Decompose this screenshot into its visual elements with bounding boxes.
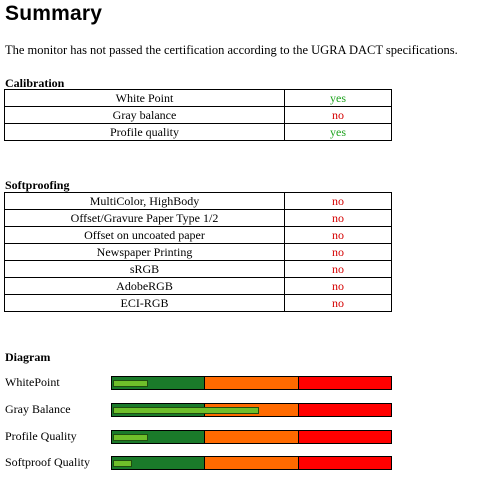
calibration-table [4, 89, 392, 141]
criterion-label: Offset/Gravure Paper Type 1/2 [5, 210, 285, 227]
diagram-row-label: Gray Balance [5, 402, 71, 416]
criterion-label: Offset on uncoated paper [5, 227, 285, 244]
criterion-result: no [285, 107, 392, 124]
criterion-result: no [285, 261, 392, 278]
table-row [5, 244, 392, 261]
quality-indicator [113, 380, 148, 387]
criterion-result: no [285, 278, 392, 295]
medium-zone [205, 457, 299, 469]
criterion-label: Profile quality [5, 124, 285, 141]
criterion-label: MultiColor, HighBody [5, 193, 285, 210]
quality-bar [111, 430, 392, 444]
softproofing-heading: Softproofing [5, 178, 70, 192]
quality-indicator [113, 434, 148, 441]
bad-zone [299, 404, 391, 416]
criterion-result: no [285, 193, 392, 210]
table-row [5, 90, 392, 107]
bad-zone [299, 431, 391, 443]
criterion-result: no [285, 295, 392, 312]
table-row [5, 261, 392, 278]
criterion-label: Newspaper Printing [5, 244, 285, 261]
criterion-label: AdobeRGB [5, 278, 285, 295]
quality-indicator [113, 460, 132, 467]
bad-zone [299, 457, 391, 469]
criterion-label: sRGB [5, 261, 285, 278]
quality-indicator [113, 407, 259, 414]
calibration-heading: Calibration [5, 76, 65, 90]
table-row [5, 107, 392, 124]
criterion-label: ECI-RGB [5, 295, 285, 312]
criterion-result: yes [285, 124, 392, 141]
diagram-row-label: WhitePoint [5, 375, 60, 389]
table-row [5, 278, 392, 295]
criterion-label: White Point [5, 90, 285, 107]
diagram-row-label: Softproof Quality [5, 455, 90, 469]
table-row [5, 193, 392, 210]
criterion-label: Gray balance [5, 107, 285, 124]
criterion-result: yes [285, 90, 392, 107]
table-row [5, 295, 392, 312]
quality-bar [111, 376, 392, 390]
criterion-result: no [285, 227, 392, 244]
bad-zone [299, 377, 391, 389]
criterion-result: no [285, 210, 392, 227]
criterion-result: no [285, 244, 392, 261]
quality-bar [111, 403, 392, 417]
table-row [5, 227, 392, 244]
table-row [5, 124, 392, 141]
table-row [5, 210, 392, 227]
medium-zone [205, 377, 299, 389]
quality-bar [111, 456, 392, 470]
diagram-row-label: Profile Quality [5, 429, 77, 443]
diagram-heading: Diagram [5, 350, 51, 364]
medium-zone [205, 431, 299, 443]
page-title: Summary [5, 2, 103, 25]
softproofing-table [4, 192, 392, 312]
certification-statement: The monitor has not passed the certification according to the UGRA DACT specifications. [5, 43, 458, 57]
